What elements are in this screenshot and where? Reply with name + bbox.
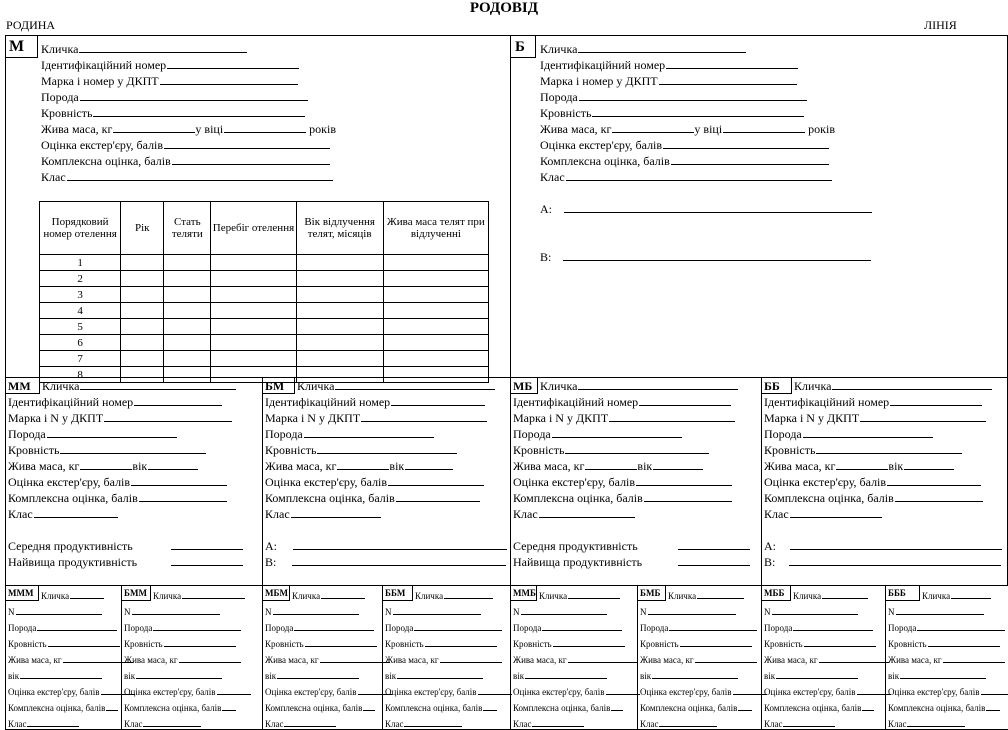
mother-exterior-field[interactable]: Оцінка екстер'єру, балів: [41, 137, 330, 153]
level3-weight-field[interactable]: Жива маса, кг: [8, 652, 133, 666]
level3-exterior-field[interactable]: Оцінка екстер'єру, балів: [385, 684, 512, 698]
mm-name-field[interactable]: Кличка: [42, 378, 236, 394]
bb-a-field[interactable]: А:: [764, 538, 1002, 554]
level3-code: МББ: [762, 586, 791, 601]
bb-blood-field[interactable]: Кровність: [764, 442, 962, 458]
mb-class-field[interactable]: Клас: [513, 506, 635, 522]
mm-exterior-field[interactable]: Оцінка екстер'єру, балів: [8, 474, 227, 490]
level3-weight-field[interactable]: Жива маса, кг: [764, 652, 889, 666]
level3-box-7: [761, 585, 886, 730]
table-row: 1: [40, 255, 489, 271]
col-calving-number: Порядковий номер отелення: [40, 202, 121, 255]
level3-n-field[interactable]: N: [265, 604, 359, 618]
mm-weight-field[interactable]: Жива маса, кг вік: [8, 458, 198, 474]
father-code: Б: [511, 36, 536, 58]
table-row: 2: [40, 271, 489, 287]
level3-box-8: [885, 585, 1008, 730]
bm-complex-field[interactable]: Комплексна оцінка, балів: [265, 490, 480, 506]
level3-exterior-field[interactable]: Оцінка екстер'єру, балів: [513, 684, 640, 698]
mb-exterior-field[interactable]: Оцінка екстер'єру, балів: [513, 474, 732, 490]
level3-exterior-field[interactable]: Оцінка екстер'єру, балів: [640, 684, 767, 698]
mother-code: М: [6, 36, 38, 58]
level3-complex-field[interactable]: Комплексна оцінка, балів: [8, 700, 118, 714]
father-breed-field[interactable]: Порода: [540, 89, 807, 105]
bm-exterior-field[interactable]: Оцінка екстер'єру, балів: [265, 474, 484, 490]
level3-code: ББМ: [383, 586, 413, 601]
level3-name-field[interactable]: Кличка: [922, 588, 991, 602]
level3-blood-field[interactable]: Кровність: [124, 636, 236, 650]
level3-weight-field[interactable]: Жива маса, кг: [513, 652, 638, 666]
level3-class-field[interactable]: Клас: [513, 716, 584, 730]
mother-id-field[interactable]: Ідентифікаційний номер: [41, 57, 299, 73]
table-row: 3: [40, 287, 489, 303]
level3-exterior-field[interactable]: Оцінка екстер'єру, балів: [265, 684, 392, 698]
bm-blood-field[interactable]: Кровність: [265, 442, 457, 458]
bm-weight-field[interactable]: Жива маса, кг вік: [265, 458, 453, 474]
level3-box-4: [382, 585, 511, 730]
bb-name-field[interactable]: Кличка: [794, 378, 992, 394]
bb-weight-field[interactable]: Жива маса, кг вік: [764, 458, 954, 474]
level3-code: ММБ: [511, 586, 537, 601]
level3-box-6: [637, 585, 762, 730]
bb-exterior-field[interactable]: Оцінка екстер'єру, балів: [764, 474, 981, 490]
level3-n-field[interactable]: N: [124, 604, 220, 618]
bm-box: [262, 377, 511, 586]
level3-breed-field[interactable]: Порода: [888, 620, 1005, 634]
bm-b-field[interactable]: В:: [265, 554, 506, 570]
level3-weight-field[interactable]: Жива маса, кг: [124, 652, 241, 666]
father-blood-field[interactable]: Кровність: [540, 105, 804, 121]
father-name-field[interactable]: Кличка: [540, 41, 746, 57]
level3-box-1: [5, 585, 122, 730]
level3-n-field[interactable]: N: [513, 604, 607, 618]
level3-code: МММ: [6, 586, 39, 601]
level3-age-field[interactable]: вік: [764, 668, 858, 682]
mm-complex-field[interactable]: Комплексна оцінка, балів: [8, 490, 227, 506]
level3-code: БМБ: [638, 586, 666, 601]
mother-blood-field[interactable]: Кровність: [41, 105, 305, 121]
father-weight-field[interactable]: Жива маса, кг у віці років: [540, 122, 836, 136]
level3-complex-field[interactable]: Комплексна оцінка, балів: [888, 700, 1000, 714]
bb-mark-field[interactable]: Марка і N у ДКПТ: [764, 410, 986, 426]
level3-breed-field[interactable]: Порода: [265, 620, 374, 634]
level3-blood-field[interactable]: Кровність: [265, 636, 377, 650]
bb-b-field[interactable]: В:: [764, 554, 1001, 570]
bm-class-field[interactable]: Клас: [265, 506, 381, 522]
bm-code: БМ: [263, 378, 295, 394]
bm-a-field[interactable]: А:: [265, 538, 507, 554]
bb-complex-field[interactable]: Комплексна оцінка, балів: [764, 490, 983, 506]
level3-class-field[interactable]: Клас: [124, 716, 201, 730]
level3-breed-field[interactable]: Порода: [764, 620, 873, 634]
level3-class-field[interactable]: Клас: [8, 716, 79, 730]
mm-avg-prod-field[interactable]: Середня продуктивність: [8, 538, 243, 554]
bb-breed-field[interactable]: Порода: [764, 426, 933, 442]
level3-breed-field[interactable]: Порода: [513, 620, 622, 634]
level3-complex-field[interactable]: Комплексна оцінка, балів: [640, 700, 752, 714]
mother-weight-field[interactable]: Жива маса, кг у віці років: [41, 122, 337, 136]
mm-blood-field[interactable]: Кровність: [8, 442, 206, 458]
bm-breed-field[interactable]: Порода: [265, 426, 434, 442]
level3-age-field[interactable]: вік: [888, 668, 986, 682]
level3-class-field[interactable]: Клас: [888, 716, 965, 730]
level3-complex-field[interactable]: Комплексна оцінка, балів: [385, 700, 497, 714]
level3-weight-field[interactable]: Жива маса, кг: [385, 652, 502, 666]
mb-complex-field[interactable]: Комплексна оцінка, балів: [513, 490, 732, 506]
page-title: РОДОВІД: [469, 0, 539, 16]
mb-avg-prod-field[interactable]: Середня продуктивність: [513, 538, 750, 554]
mother-class-field[interactable]: Клас: [41, 169, 333, 185]
level3-class-field[interactable]: Клас: [265, 716, 336, 730]
mm-code: ММ: [6, 378, 40, 394]
level3-weight-field[interactable]: Жива маса, кг: [640, 652, 757, 666]
mm-breed-field[interactable]: Порода: [8, 426, 177, 442]
level3-complex-field[interactable]: Комплексна оцінка, балів: [513, 700, 623, 714]
col-calving-course: Перебіг отелення: [211, 202, 296, 255]
level3-breed-field[interactable]: Порода: [124, 620, 241, 634]
bb-class-field[interactable]: Клас: [764, 506, 882, 522]
level3-name-field[interactable]: Кличка: [292, 588, 365, 602]
level3-name-field[interactable]: Кличка: [415, 588, 493, 602]
level3-breed-field[interactable]: Порода: [8, 620, 117, 634]
bb-id-field[interactable]: Ідентифікаційний номер: [764, 394, 982, 410]
father-box: [510, 35, 1008, 378]
mb-max-prod-field[interactable]: Найвища продуктивність: [513, 554, 750, 570]
mb-code: МБ: [511, 378, 538, 394]
level3-age-field[interactable]: вік: [265, 668, 359, 682]
level3-n-field[interactable]: N: [888, 604, 984, 618]
level3-complex-field[interactable]: Комплексна оцінка, балів: [764, 700, 874, 714]
table-row: 5: [40, 319, 489, 335]
mm-id-field[interactable]: Ідентифікаційний номер: [8, 394, 222, 410]
level3-name-field[interactable]: Кличка: [668, 588, 744, 602]
level3-n-field[interactable]: N: [385, 604, 481, 618]
level3-blood-field[interactable]: Кровність: [764, 636, 876, 650]
col-year: Рік: [121, 202, 164, 255]
level3-blood-field[interactable]: Кровність: [513, 636, 625, 650]
level3-age-field[interactable]: вік: [124, 668, 222, 682]
level3-weight-field[interactable]: Жива маса, кг: [888, 652, 1005, 666]
level3-name-field[interactable]: Кличка: [539, 588, 620, 602]
level3-age-field[interactable]: вік: [385, 668, 483, 682]
level3-box-3: [262, 585, 383, 730]
level3-class-field[interactable]: Клас: [385, 716, 462, 730]
father-mark-field[interactable]: Марка і номер у ДКПТ: [540, 73, 797, 89]
level3-n-field[interactable]: N: [640, 604, 736, 618]
level3-blood-field[interactable]: Кровність: [8, 636, 120, 650]
col-calf-sex: Стать теляти: [164, 202, 211, 255]
table-row: 8: [40, 367, 489, 383]
table-row: 4: [40, 303, 489, 319]
mm-class-field[interactable]: Клас: [8, 506, 118, 522]
level3-exterior-field[interactable]: Оцінка екстер'єру, балів: [8, 684, 135, 698]
level3-complex-field[interactable]: Комплексна оцінка, балів: [265, 700, 375, 714]
level3-blood-field[interactable]: Кровність: [640, 636, 752, 650]
father-a-field[interactable]: А:: [540, 201, 872, 217]
level3-class-field[interactable]: Клас: [640, 716, 717, 730]
level3-box-2: [121, 585, 263, 730]
col-weaning-weight: Жива маса телят при відлученні: [383, 202, 488, 255]
level3-n-field[interactable]: N: [764, 604, 858, 618]
mother-name-field[interactable]: Кличка: [41, 41, 247, 57]
bm-name-field[interactable]: Кличка: [297, 378, 495, 394]
table-row: 6: [40, 335, 489, 351]
mb-box: [510, 377, 762, 586]
level3-blood-field[interactable]: Кровність: [385, 636, 497, 650]
mother-box: [5, 35, 511, 381]
mb-id-field[interactable]: Ідентифікаційний номер: [513, 394, 731, 410]
father-complex-field[interactable]: Комплексна оцінка, балів: [540, 153, 829, 169]
table-row: 7: [40, 351, 489, 367]
mm-box: [5, 377, 263, 586]
level3-code: БББ: [886, 586, 920, 601]
bb-box: [761, 377, 1008, 586]
level3-age-field[interactable]: вік: [513, 668, 607, 682]
mb-weight-field[interactable]: Жива маса, кг вік: [513, 458, 703, 474]
mb-mark-field[interactable]: Марка і N у ДКПТ: [513, 410, 735, 426]
level3-complex-field[interactable]: Комплексна оцінка, балів: [124, 700, 236, 714]
level3-name-field[interactable]: Кличка: [793, 588, 868, 602]
level3-code: БММ: [122, 586, 151, 601]
level3-name-field[interactable]: Кличка: [41, 588, 104, 602]
bb-code: ББ: [762, 378, 792, 394]
level3-blood-field[interactable]: Кровність: [888, 636, 1000, 650]
bm-mark-field[interactable]: Марка і N у ДКПТ: [265, 410, 487, 426]
level3-exterior-field[interactable]: Оцінка екстер'єру, балів: [888, 684, 1008, 698]
calving-table: [39, 201, 489, 383]
mother-mark-field[interactable]: Марка і номер у ДКПТ: [41, 73, 298, 89]
mb-breed-field[interactable]: Порода: [513, 426, 682, 442]
level3-breed-field[interactable]: Порода: [385, 620, 502, 634]
level3-exterior-field[interactable]: Оцінка екстер'єру, балів: [124, 684, 251, 698]
level3-class-field[interactable]: Клас: [764, 716, 835, 730]
family-label: РОДИНА: [6, 18, 56, 32]
mother-breed-field[interactable]: Порода: [41, 89, 308, 105]
level3-exterior-field[interactable]: Оцінка екстер'єру, балів: [764, 684, 891, 698]
mm-mark-field[interactable]: Марка і N у ДКПТ: [8, 410, 232, 426]
line-label: ЛІНІЯ: [924, 18, 957, 32]
level3-box-5: [510, 585, 638, 730]
father-exterior-field[interactable]: Оцінка екстер'єру, балів: [540, 137, 829, 153]
mb-blood-field[interactable]: Кровність: [513, 442, 709, 458]
level3-name-field[interactable]: Кличка: [153, 588, 245, 602]
bm-id-field[interactable]: Ідентифікаційний номер: [265, 394, 485, 410]
level3-age-field[interactable]: вік: [8, 668, 102, 682]
father-b-field[interactable]: В:: [540, 249, 871, 265]
father-id-field[interactable]: Ідентифікаційний номер: [540, 57, 798, 73]
mother-complex-field[interactable]: Комплексна оцінка, балів: [41, 153, 330, 169]
level3-n-field[interactable]: N: [8, 604, 102, 618]
father-class-field[interactable]: Клас: [540, 169, 832, 185]
level3-code: МБМ: [263, 586, 290, 601]
col-weaning-age: Вік відлучення телят, місяців: [296, 202, 383, 255]
level3-weight-field[interactable]: Жива маса, кг: [265, 652, 390, 666]
level3-age-field[interactable]: вік: [640, 668, 738, 682]
level3-breed-field[interactable]: Порода: [640, 620, 757, 634]
mb-name-field[interactable]: Кличка: [540, 378, 738, 394]
mm-max-prod-field[interactable]: Найвища продуктивність: [8, 554, 243, 570]
